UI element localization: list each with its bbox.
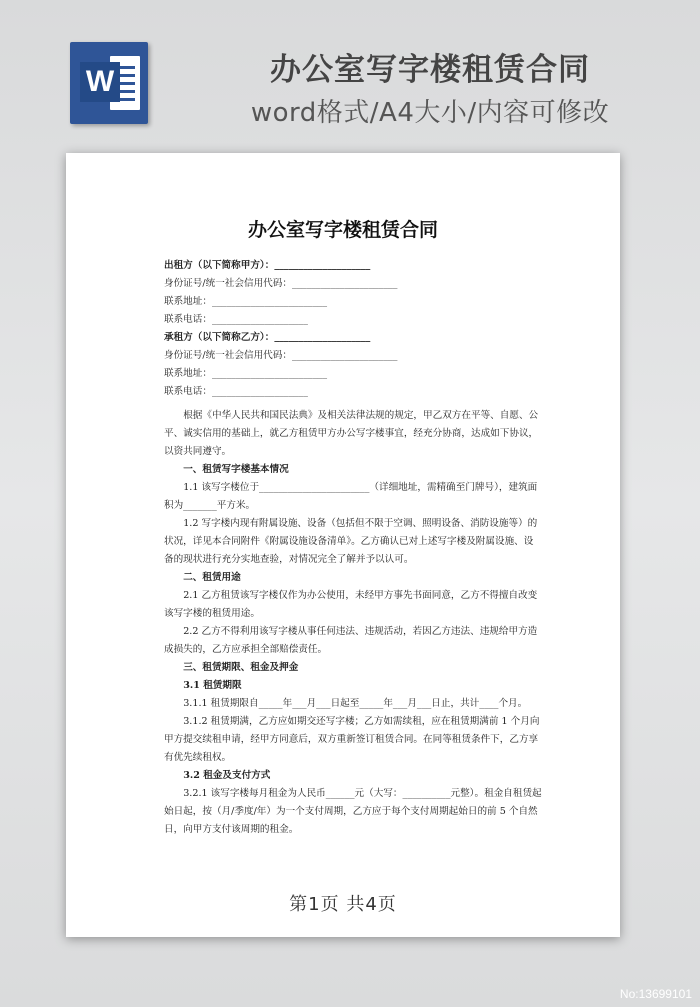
banner-title: 办公室写字楼租赁合同 [270,52,590,88]
clause-1-2: 1.2 写字楼内现有附属设施、设备（包括但不限于空调、照明设备、消防设施等）的状况，详见本合同附件《附属设施设备清单》。乙方确认已对上述写字楼及附属设施、设备的现状进行充分实地查验，对情况完全了解并予以认可。 [164,518,538,565]
clause-2-2: 2.2 乙方不得利用该写字楼从事任何违法、违规活动，若因乙方违法、违规给甲方造成损失的，乙方应承担全部赔偿责任。 [164,626,538,655]
section-3-heading: 三、租赁期限、租金及押金 [183,662,299,673]
clause-3-1-2: 3.1.2 租赁期满，乙方应如期交还写字楼；乙方如需续租，应在租赁期满前 1 个月向甲方提交续租申请，经甲方同意后，双方重新签订租赁合同。在同等租赁条件下，乙方享有优先续租权。 [164,716,540,763]
section-2-heading: 二、租赁用途 [183,572,241,583]
word-letter: W [80,62,120,102]
lessee-name-line: 承租方（以下简称乙方）：____________________ [164,332,371,343]
banner-subtitle: word格式/A4大小/内容可修改 [250,98,610,128]
serial-number: No:13699101 [619,987,692,1001]
preamble-paragraph: 根据《中华人民共和国民法典》及相关法律法规的规定，甲乙双方在平等、自愿、公平、诚实信用的基础上，就乙方租赁甲方办公写字楼事宜，经充分协商，达成如下协议，以资共同遵守。 [164,410,539,457]
party-info [164,257,542,401]
lessee-address-line: 联系地址：________________________ [164,368,328,379]
contract-title: 办公室写字楼租赁合同 [247,219,438,241]
clause-1-1: 1.1 该写字楼位于_______________________（详细地址，需精确至门牌号），建筑面积为_______平方米。 [164,482,538,511]
document-page [66,153,620,937]
word-document-icon [70,42,148,124]
clause-2-1: 2.1 乙方租赁该写字楼仅作为办公使用，未经甲方事先书面同意，乙方不得擅自改变该写字楼的租赁用途。 [164,590,538,619]
page-indicator: 第1页 共4页 [289,894,397,915]
section-1-heading: 一、租赁写字楼基本情况 [183,464,289,475]
lessor-phone-line: 联系电话：____________________ [164,314,308,325]
lessee-phone-line: 联系电话：____________________ [164,386,308,397]
lessor-address-line: 联系地址：________________________ [164,296,328,307]
clause-3-2-heading: 3.2 租金及支付方式 [183,770,271,781]
lessor-name-line: 出租方（以下简称甲方）：____________________ [164,260,371,271]
clause-3-2-1: 3.2.1 该写字楼每月租金为人民币______元（大写：__________元整）。租金自租赁起始日起，按（月/季度/年）为一个支付周期，乙方应于每个支付周期起始日的前 5 个自然日，向甲方支付该周期的租金。 [164,788,542,835]
banner-header [0,0,700,150]
clause-3-1-heading: 3.1 租赁期限 [183,680,242,691]
clause-3-1-1: 3.1.1 租赁期限自_____年___月___日起至_____年___月___日止，共计____个月。 [183,698,528,709]
lessor-id-line: 身份证号/统一社会信用代码：______________________ [164,278,398,289]
lessee-id-line: 身份证号/统一社会信用代码：______________________ [164,350,398,361]
contract-body [164,257,542,839]
